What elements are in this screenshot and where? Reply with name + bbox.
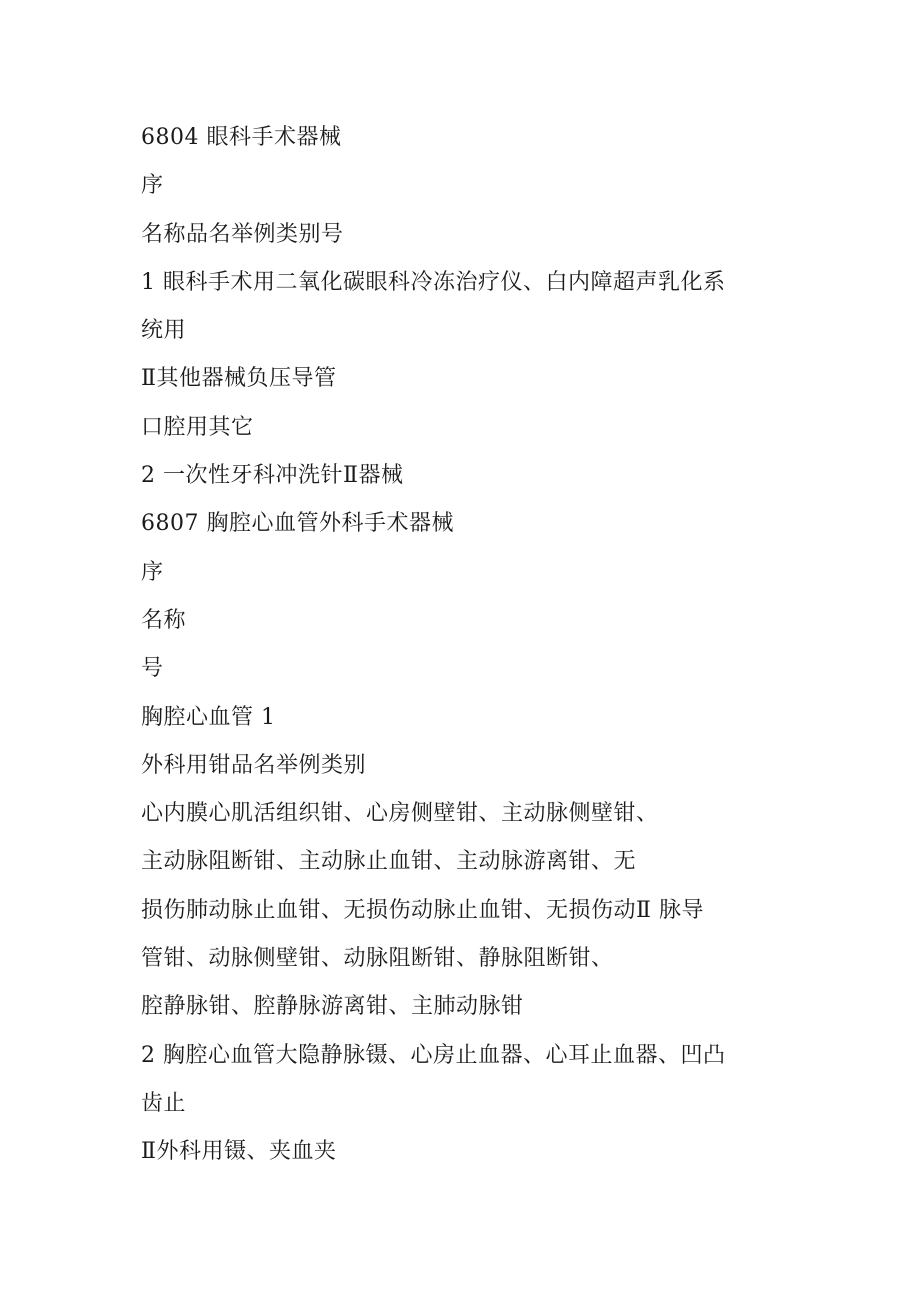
text-line: 外科用钳品名举例类别 bbox=[141, 752, 367, 778]
text-line: 1 眼科手术用二氧化碳眼科冷冻治疗仪、白内障超声乳化系 bbox=[141, 269, 726, 295]
text-line: 腔静脉钳、腔静脉游离钳、主肺动脉钳 bbox=[141, 994, 524, 1020]
section-heading-6807: 6807 胸腔心血管外科手术器械 bbox=[141, 511, 454, 537]
text-line: 胸腔心血管 1 bbox=[141, 704, 276, 730]
text-line: Ⅱ其他器械负压导管 bbox=[141, 366, 337, 392]
text-line: 名称品名举例类别号 bbox=[141, 221, 344, 247]
text-line: 2 胸腔心血管大隐静脉镊、心房止血器、心耳止血器、凹凸 bbox=[141, 1042, 726, 1068]
text-line: 2 一次性牙科冲洗针Ⅱ器械 bbox=[141, 463, 404, 489]
text-line: 损伤肺动脉止血钳、无损伤动脉止血钳、无损伤动Ⅱ 脉导 bbox=[141, 897, 704, 923]
section-heading-6804: 6804 眼科手术器械 bbox=[141, 125, 342, 150]
text-line: 名称 bbox=[141, 607, 187, 633]
text-line: 序 bbox=[141, 559, 164, 585]
text-line: 主动脉阻断钳、主动脉止血钳、主动脉游离钳、无 bbox=[141, 849, 637, 875]
text-line: 号 bbox=[141, 656, 164, 682]
text-line: 口腔用其它 bbox=[141, 414, 254, 440]
text-line: 序 bbox=[141, 173, 164, 199]
text-line: 齿止 bbox=[141, 1090, 187, 1116]
text-line: 心内膜心肌活组织钳、心房侧壁钳、主动脉侧壁钳、 bbox=[141, 801, 659, 827]
text-line: 管钳、动脉侧壁钳、动脉阻断钳、静脉阻断钳、 bbox=[141, 946, 614, 972]
text-line: Ⅱ外科用镊、夹血夹 bbox=[141, 1139, 337, 1165]
document-body bbox=[141, 114, 791, 1177]
text-line: 统用 bbox=[141, 318, 187, 344]
